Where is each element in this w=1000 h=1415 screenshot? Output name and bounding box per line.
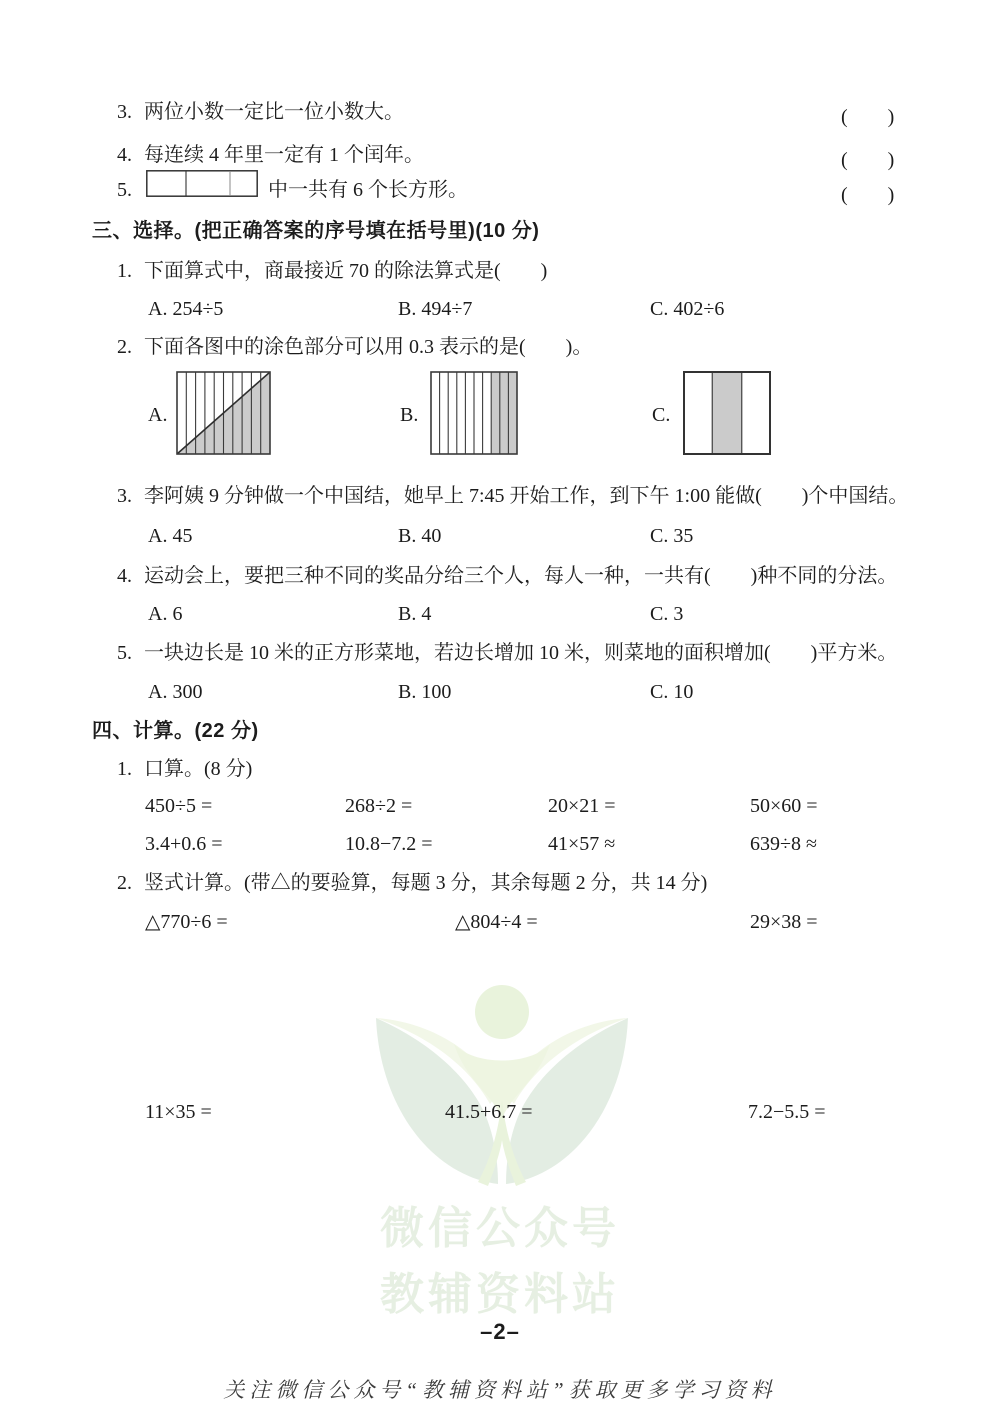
mc-q1-option-b: B. 494÷7 <box>398 298 473 320</box>
mc-q1-number: 1. <box>117 260 132 282</box>
mc-q2-figure-a <box>176 371 271 455</box>
mc-q1-text: 下面算式中，商最接近 70 的除法算式是( ) <box>144 260 548 282</box>
vertical-expr-6: 7.2−5.5 = <box>748 1101 826 1123</box>
mc-q5-option-a: A. 300 <box>148 681 203 703</box>
tf-item-4-number: 4. <box>117 144 132 166</box>
mc-q2-figure-c-label: C. <box>652 404 671 426</box>
vertical-expr-1: △770÷6 = <box>145 911 228 933</box>
tenths-three-shaded-figure-icon <box>430 371 518 455</box>
watermark-logo <box>362 982 642 1188</box>
vertical-expr-3: 29×38 = <box>750 911 818 933</box>
oral-expr-5: 3.4+0.6 = <box>145 833 223 855</box>
thirds-middle-shaded-figure-icon <box>683 371 771 455</box>
mc-q2-text: 下面各图中的涂色部分可以用 0.3 表示的是( )。 <box>144 336 593 358</box>
tf-item-3-answer-bracket: ( ) <box>841 106 895 128</box>
mc-q3-text: 李阿姨 9 分钟做一个中国结，她早上 7:45 开始工作，到下午 1:00 能做( )个中国结。 <box>144 485 909 507</box>
mc-q1-option-a: A. 254÷5 <box>148 298 224 320</box>
mc-q5-option-b: B. 100 <box>398 681 452 703</box>
tf-item-3 <box>117 100 404 124</box>
mc-q4-number: 4. <box>117 565 132 587</box>
mc-q2 <box>117 335 592 359</box>
mc-q5 <box>117 641 897 665</box>
mc-q3-option-a: A. 45 <box>148 525 193 547</box>
tf-item-4-answer-bracket: ( ) <box>841 149 895 171</box>
mc-q5-text: 一块边长是 10 米的正方形菜地，若边长增加 10 米，则菜地的面积增加( )平方米。 <box>144 642 898 664</box>
mc-q5-number: 5. <box>117 642 132 664</box>
tf-item-5-number-wrap <box>117 178 144 202</box>
oral-expr-3: 20×21 = <box>548 795 616 817</box>
mc-q3-number: 3. <box>117 485 132 507</box>
mc-q2-figure-c <box>683 371 771 455</box>
mc-q3-option-c: C. 35 <box>650 525 694 547</box>
section-4-heading: 四、计算。(22 分) <box>92 720 259 742</box>
tf-item-4 <box>117 143 424 167</box>
vertical-expr-2: △804÷4 = <box>455 911 538 933</box>
page-number: –2– <box>480 1319 520 1344</box>
mc-q4-option-a: A. 6 <box>148 603 183 625</box>
vertical-calc-number: 2. <box>117 872 132 894</box>
tenths-diagonal-figure-icon <box>176 371 271 455</box>
vertical-calc-title <box>117 871 707 895</box>
tf-item-3-text: 两位小数一定比一位小数大。 <box>144 101 404 123</box>
vertical-expr-4: 11×35 = <box>145 1101 212 1123</box>
vertical-calc-title-text: 竖式计算。(带△的要验算，每题 3 分，其余每题 2 分，共 14 分) <box>144 872 708 894</box>
oral-expr-7: 41×57 ≈ <box>548 833 616 855</box>
mc-q5-option-c: C. 10 <box>650 681 694 703</box>
mc-q1 <box>117 259 547 283</box>
mc-q2-figure-b-label: B. <box>400 404 419 426</box>
oral-calc-title <box>117 757 252 781</box>
oral-expr-2: 268÷2 = <box>345 795 413 817</box>
tf-item-5-number: 5. <box>117 179 132 201</box>
mc-q3-option-b: B. 40 <box>398 525 442 547</box>
oral-expr-1: 450÷5 = <box>145 795 213 817</box>
section-3-heading: 三、选择。(把正确答案的序号填在括号里)(10 分) <box>92 220 540 242</box>
mc-q3 <box>117 484 908 508</box>
mc-q4-option-b: B. 4 <box>398 603 432 625</box>
sprout-logo-icon <box>362 982 642 1188</box>
oral-calc-number: 1. <box>117 758 132 780</box>
mc-q2-figure-b <box>430 371 518 455</box>
mc-q4-option-c: C. 3 <box>650 603 684 625</box>
oral-expr-4: 50×60 = <box>750 795 818 817</box>
vertical-expr-5: 41.5+6.7 = <box>445 1101 533 1123</box>
watermark-line1: 微信公众号 <box>380 1204 620 1253</box>
mc-q2-number: 2. <box>117 336 132 358</box>
tf-item-5-figure <box>146 170 258 197</box>
oral-expr-8: 639÷8 ≈ <box>750 833 817 855</box>
mc-q4-text: 运动会上，要把三种不同的奖品分给三个人，每人一种，一共有( )种不同的分法。 <box>144 565 898 587</box>
tf-item-3-number: 3. <box>117 101 132 123</box>
mc-q1-option-c: C. 402÷6 <box>650 298 725 320</box>
tf-item-4-text: 每连续 4 年里一定有 1 个闰年。 <box>144 144 424 166</box>
oral-expr-6: 10.8−7.2 = <box>345 833 433 855</box>
mc-q2-figure-a-label: A. <box>148 404 168 426</box>
tf-item-5-text: 中一共有 6 个长方形。 <box>268 179 468 201</box>
tf-item-5-answer-bracket: ( ) <box>841 184 895 206</box>
mc-q4 <box>117 564 897 588</box>
oral-calc-title-text: 口算。(8 分) <box>144 758 253 780</box>
footer-promo-text: 关注微信公众号“教辅资料站”获取更多学习资料 <box>223 1378 777 1402</box>
rectangle-cells-figure-icon <box>146 170 258 197</box>
watermark-line2: 教辅资料站 <box>380 1270 620 1319</box>
